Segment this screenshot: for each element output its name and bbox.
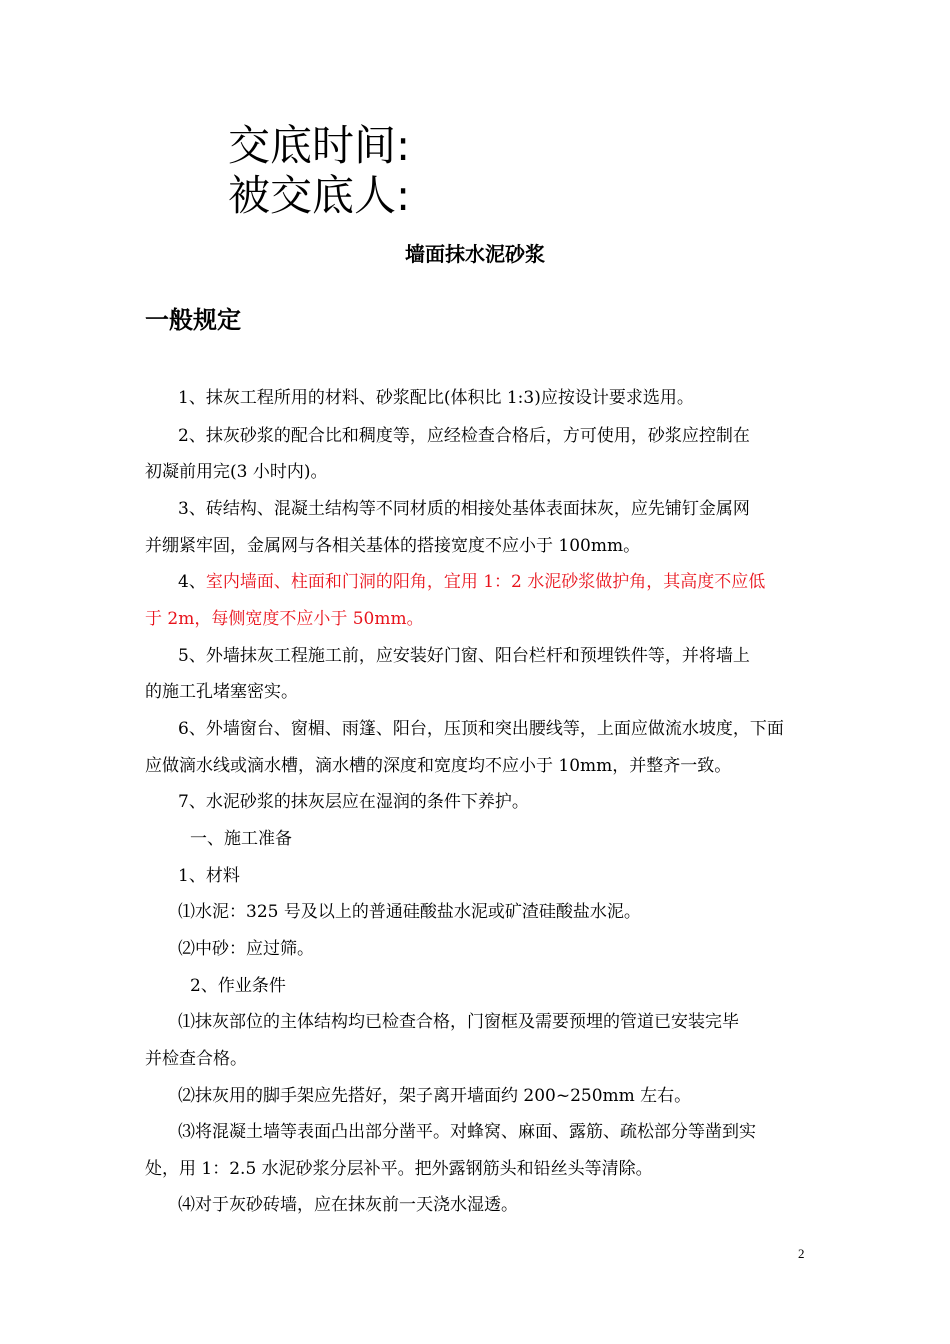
rule-3-line-1: 3、砖结构、混凝土结构等不同材质的相接处基体表面抹灰，应先铺钉金属网 <box>178 499 750 519</box>
page-number: 2 <box>798 1246 805 1261</box>
rule-4-line-2: 于 2m，每侧宽度不应小于 50mm。 <box>145 609 424 629</box>
rule-6-line-1: 6、外墙窗台、窗楣、雨篷、阳台，压顶和突出腰线等，上面应做流水坡度，下面 <box>178 719 784 739</box>
handover-time-label: 交底时间: <box>228 121 411 170</box>
rule-2-line-1: 2、抹灰砂浆的配合比和稠度等，应经检查合格后，方可使用，砂浆应控制在 <box>178 426 750 446</box>
material-sand: ⑵中砂：应过筛。 <box>178 939 314 959</box>
condition-3-line-1: ⑶将混凝土墙等表面凸出部分凿平。对蜂窝、麻面、露筋、疏松部分等凿到实 <box>178 1122 756 1142</box>
condition-3-line-2: 处，用 1：2.5 水泥砂浆分层补平。把外露钢筋头和铅丝头等清除。 <box>145 1159 653 1179</box>
rule-4-number: 4、 <box>178 572 206 592</box>
rule-6-line-2: 应做滴水线或滴水槽，滴水槽的深度和宽度均不应小于 10mm，并整齐一致。 <box>145 756 732 776</box>
rule-3-line-2: 并绷紧牢固，金属网与各相关基体的搭接宽度不应小于 100mm。 <box>145 536 641 556</box>
section-title: 一般规定 <box>145 306 241 334</box>
rule-2-line-2: 初凝前用完(3 小时内)。 <box>145 462 328 482</box>
recipient-label: 被交底人: <box>228 171 411 220</box>
rule-5-line-1: 5、外墙抹灰工程施工前，应安装好门窗、阳台栏杆和预埋铁件等，并将墙上 <box>178 646 750 666</box>
document-title: 墙面抹水泥砂浆 <box>405 242 545 266</box>
rule-4-line-1 <box>178 570 765 594</box>
condition-1-line-2: 并检查合格。 <box>145 1049 247 1069</box>
rule-4-highlight-text: 室内墙面、柱面和门洞的阳角，宜用 1：2 水泥砂浆做护角，其高度不应低 <box>205 572 766 592</box>
condition-4: ⑷对于灰砂砖墙，应在抹灰前一天浇水湿透。 <box>178 1195 518 1215</box>
conditions-heading: 2、作业条件 <box>190 976 286 996</box>
rule-1: 1、抹灰工程所用的材料、砂浆配比(体积比 1:3)应按设计要求选用。 <box>178 388 694 408</box>
material-cement: ⑴水泥：325 号及以上的普通硅酸盐水泥或矿渣硅酸盐水泥。 <box>178 902 641 922</box>
rule-5-line-2: 的施工孔堵塞密实。 <box>145 682 298 702</box>
condition-1-line-1: ⑴抹灰部位的主体结构均已检查合格，门窗框及需要预埋的管道已安装完毕 <box>178 1012 739 1032</box>
condition-2: ⑵抹灰用的脚手架应先搭好，架子离开墙面约 200~250mm 左右。 <box>178 1086 692 1106</box>
rule-7: 7、水泥砂浆的抹灰层应在湿润的条件下养护。 <box>178 792 529 812</box>
materials-heading: 1、材料 <box>178 866 240 886</box>
prep-heading: 一、施工准备 <box>190 829 292 849</box>
